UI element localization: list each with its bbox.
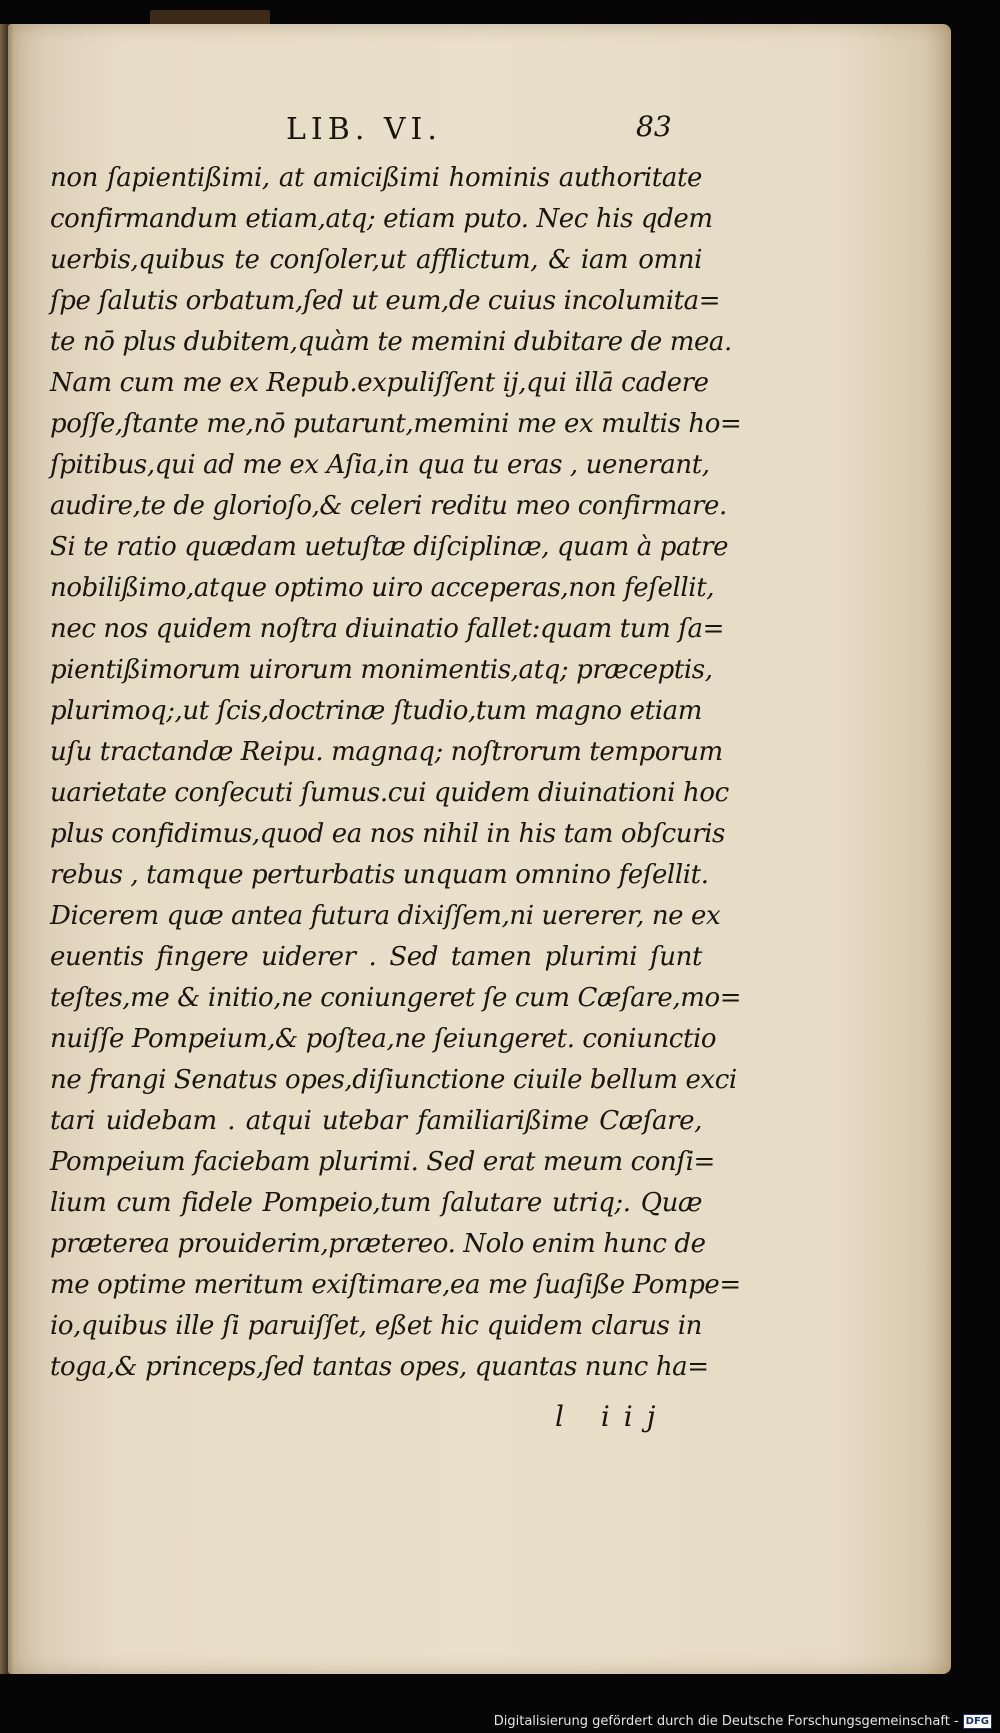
- page-number: 83: [636, 110, 672, 143]
- text-line: poſſe,ſtante me,nō putarunt,memini me ex multis ho=: [50, 409, 742, 439]
- text-line: nobilißimo,atque optimo uiro acceperas,non feſellit,: [50, 573, 715, 603]
- body-text: [50, 158, 742, 1388]
- text-line: me optime meritum exiſtimare,ea me ſuaſiße Pompe=: [50, 1270, 741, 1300]
- text-line: Nam cum me ex Repub.expuliſſent ij,qui illā cadere: [50, 368, 709, 398]
- text-line: nuiſſe Pompeium,& poſtea,ne ſeiungeret. coniunctio: [50, 1024, 717, 1054]
- text-line: tari uidebam . atqui utebar familiarißime Cæſare,: [50, 1106, 702, 1136]
- running-title: LIB. VI.: [286, 112, 442, 147]
- text-line: plus confidimus,quod ea nos nihil in his tam obſcuris: [50, 819, 725, 849]
- text-line: lium cum fidele Pompeio,tum ſalutare utriq;. Quæ: [50, 1188, 702, 1218]
- text-line: uarietate conſecuti ſumus.cui quidem diuinationi hoc: [50, 778, 729, 808]
- text-line: non ſapientißimi, at amicißimi hominis authoritate: [50, 163, 702, 193]
- signature-mark: l iij: [555, 1400, 670, 1433]
- text-line: te nō plus dubitem,quàm te memini dubitare de mea.: [50, 327, 732, 357]
- text-line: ne frangi Senatus opes,diſiunctione ciuile bellum exci: [50, 1065, 737, 1095]
- text-line: io,quibus ille ſi paruiſſet, eßet hic quidem clarus in: [50, 1311, 702, 1341]
- credit-text: Digitalisierung gefördert durch die Deutsche Forschungsgemeinschaft -: [493, 1714, 959, 1729]
- page-header: [48, 112, 688, 152]
- page-gutter: [0, 24, 14, 1674]
- text-line: audire,te de glorioſo,& celeri reditu meo confirmare.: [50, 491, 727, 521]
- text-line: ſpitibus,qui ad me ex Aſia,in qua tu eras , uenerant,: [50, 450, 710, 480]
- text-line: toga,& princeps,ſed tantas opes, quantas nunc ha=: [50, 1352, 709, 1382]
- digitization-credit: [494, 1714, 992, 1729]
- text-line: euentis fingere uiderer . Sed tamen plurimi ſunt: [50, 942, 702, 972]
- text-line: plurimoq;,ut ſcis,doctrinæ ſtudio,tum magno etiam: [50, 696, 702, 726]
- text-line: rebus , tamque perturbatis unquam omnino feſellit.: [50, 860, 709, 890]
- text-line: Dicerem quæ antea futura dixiſſem,ni uererer, ne ex: [50, 901, 721, 931]
- text-line: Pompeium faciebam plurimi. Sed erat meum conſi=: [50, 1147, 715, 1177]
- text-line: teſtes,me & initio,ne coniungeret ſe cum Cæſare,mo=: [50, 983, 742, 1013]
- text-line: confirmandum etiam,atq; etiam puto. Nec his qdem: [50, 204, 713, 234]
- text-line: uſu tractandæ Reipu. magnaq; noſtrorum temporum: [50, 737, 723, 767]
- text-line: nec nos quidem noſtra diuinatio fallet:quam tum ſa=: [50, 614, 725, 644]
- text-line: uerbis,quibus te conſoler,ut afflictum, & iam omni: [50, 245, 702, 275]
- text-line: præterea prouiderim,prætereo. Nolo enim hunc de: [50, 1229, 706, 1259]
- dfg-logo: DFG: [963, 1714, 992, 1729]
- text-line: pientißimorum uirorum monimentis,atq; præceptis,: [50, 655, 713, 685]
- text-line: ſpe ſalutis orbatum,ſed ut eum,de cuius incolumita=: [50, 286, 721, 316]
- text-line: Si te ratio quædam uetuſtæ diſciplinæ, quam à patre: [50, 532, 729, 562]
